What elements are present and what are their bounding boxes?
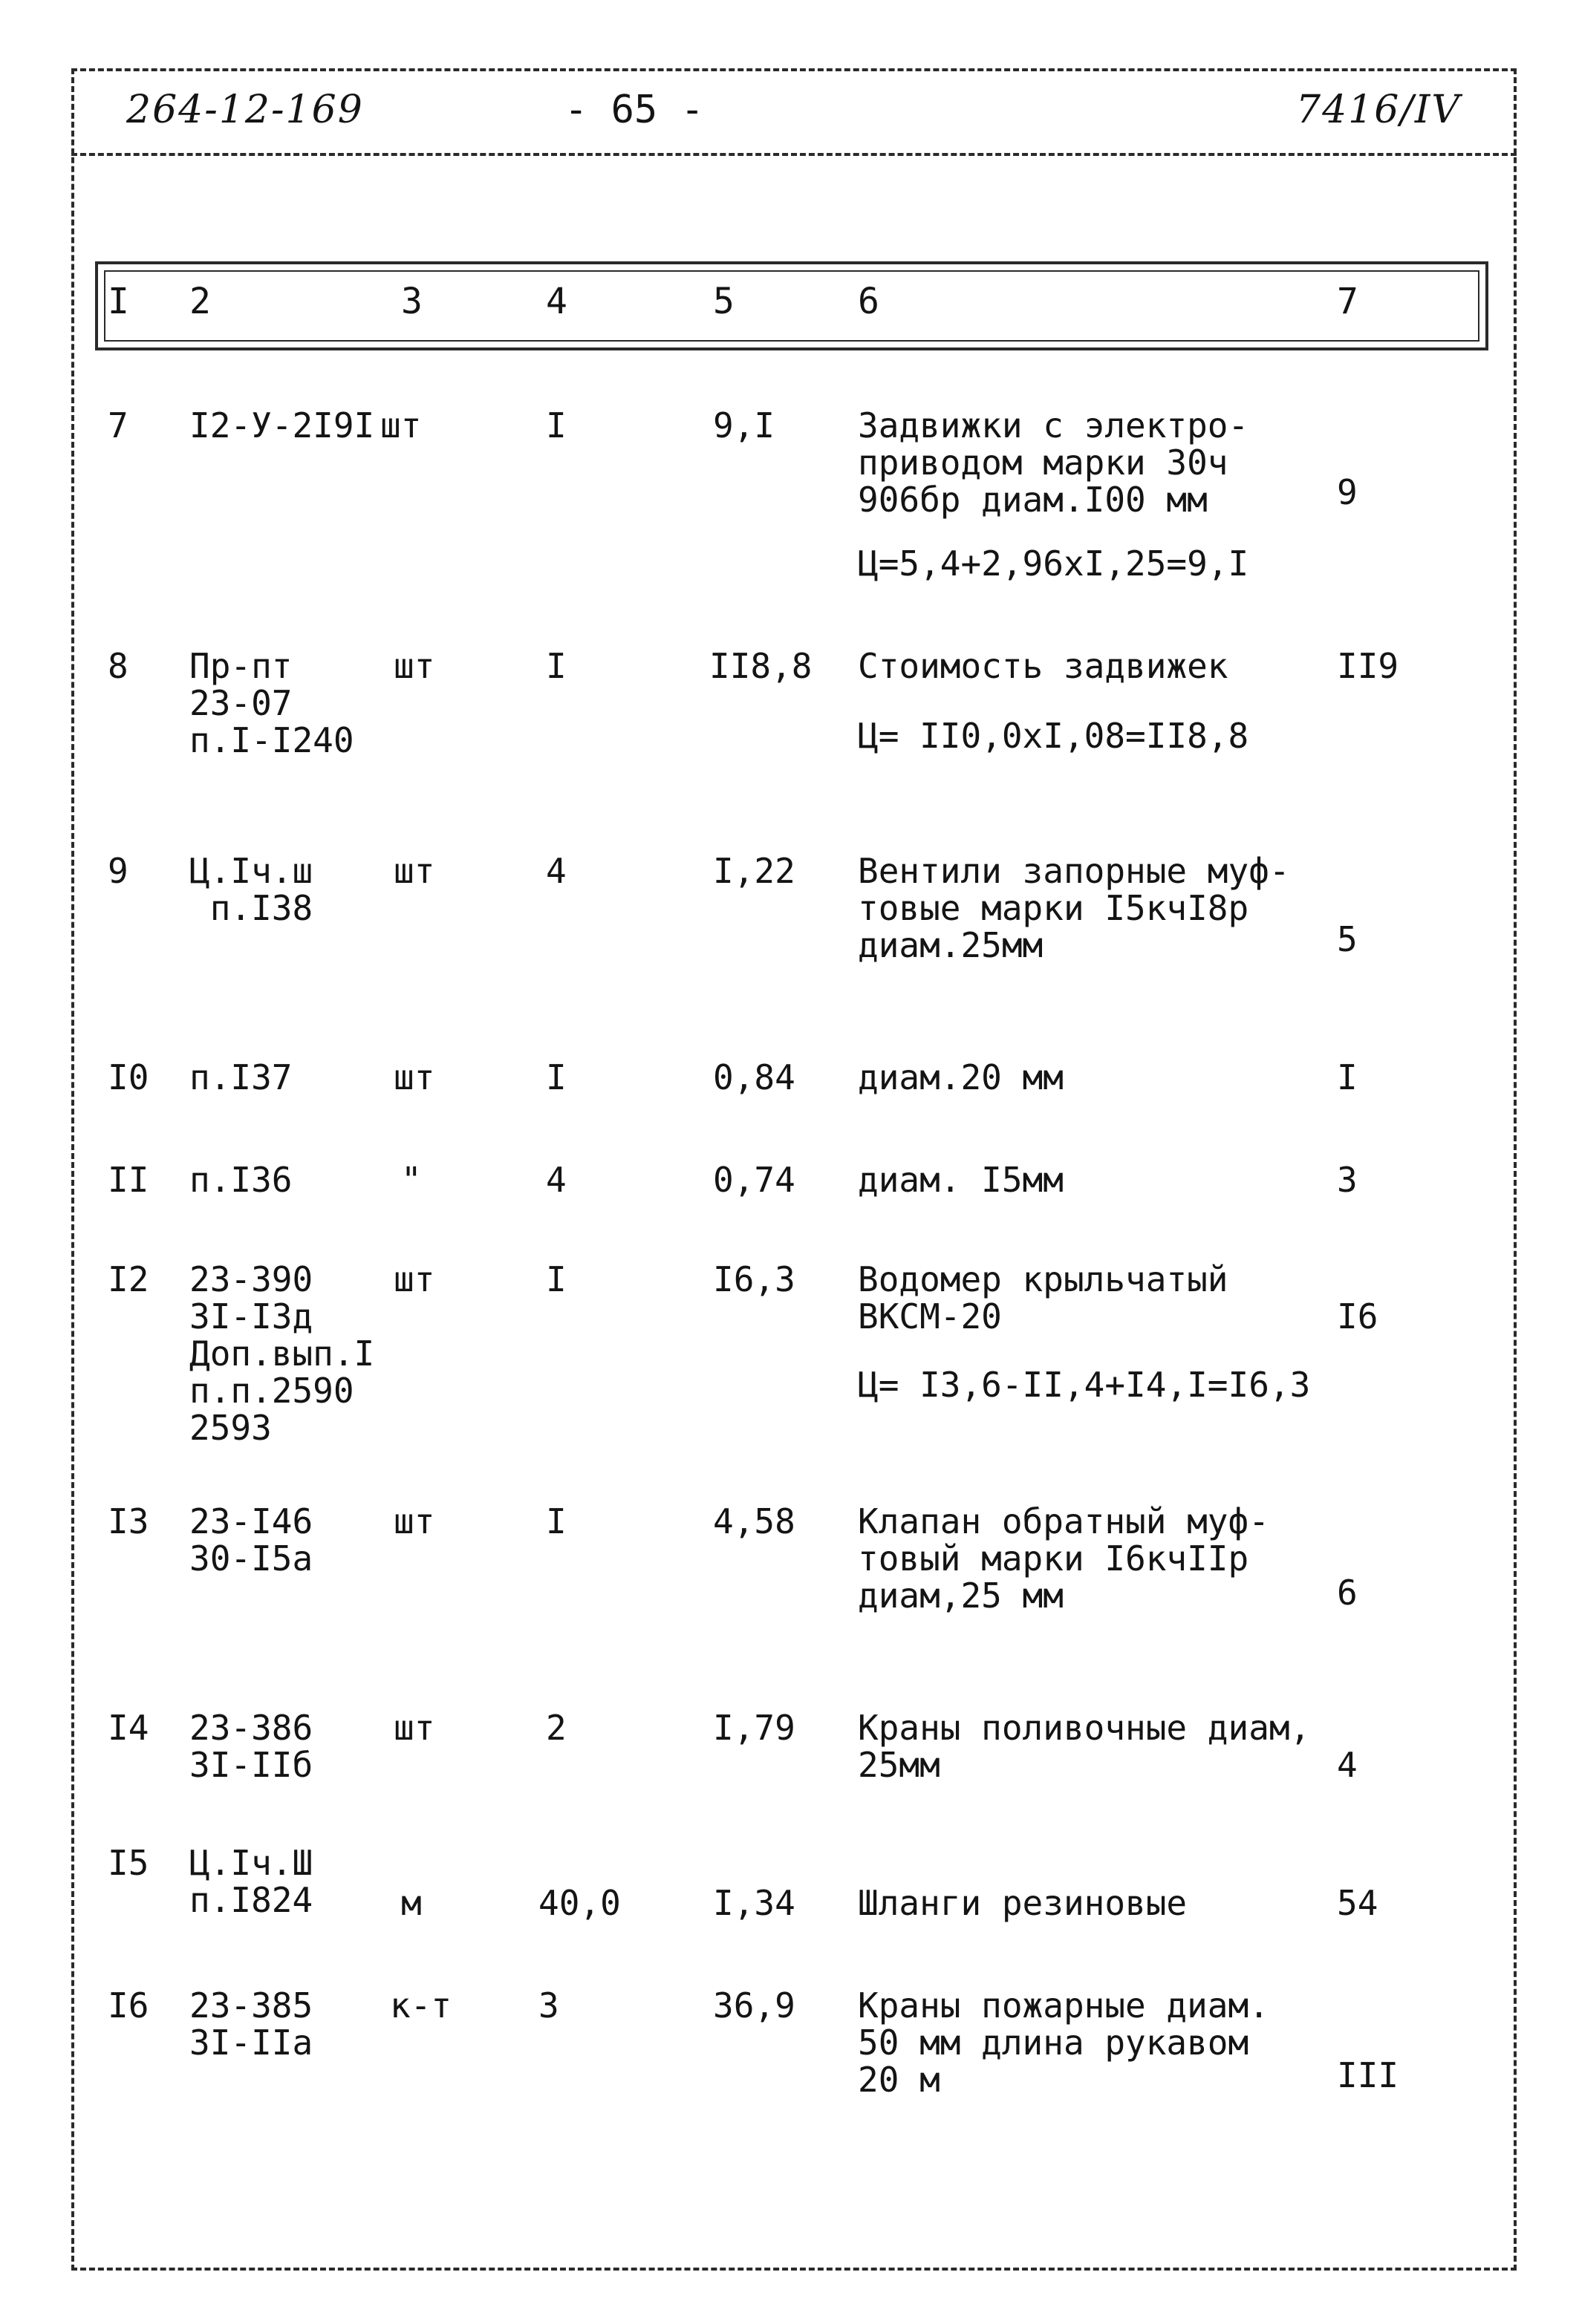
row-total: 9	[1337, 472, 1358, 512]
row-price-formula: Ц=5,4+2,96хI,25=9,I	[858, 544, 1249, 584]
row-reference: 23-I46 30-I5а	[189, 1501, 313, 1579]
row-description: диам. I5мм	[858, 1160, 1064, 1200]
row-unit-price: I,79	[713, 1708, 795, 1748]
row-unit: "	[401, 1160, 422, 1200]
row-number: I3	[108, 1501, 149, 1541]
row-unit: м	[401, 1883, 422, 1923]
column-header-7: 7	[1337, 281, 1358, 322]
row-reference: I2-У-2I9I	[189, 405, 375, 445]
row-unit-price: 36,9	[713, 1985, 795, 2026]
row-description: диам.20 мм	[858, 1057, 1064, 1097]
row-total: 3	[1337, 1160, 1358, 1200]
row-quantity: 2	[546, 1708, 567, 1748]
row-unit-price: I,22	[713, 851, 795, 891]
row-unit-price: 9,I	[713, 405, 775, 445]
row-unit: шт	[394, 1708, 435, 1748]
row-number: 8	[108, 646, 128, 686]
row-unit: шт	[380, 405, 422, 445]
row-quantity: I	[546, 405, 567, 445]
row-description: Вентили запорные муф- товые марки I5кчI8р диам.25мм	[858, 851, 1290, 965]
row-price-formula: Ц= I3,6-II,4+I4,I=I6,3	[858, 1365, 1311, 1405]
row-unit: шт	[394, 1057, 435, 1097]
row-number: II	[108, 1160, 149, 1200]
row-unit: шт	[394, 1259, 435, 1299]
row-total: 4	[1337, 1745, 1358, 1785]
row-unit-price: I6,3	[713, 1259, 795, 1299]
row-number: 9	[108, 851, 128, 891]
row-description: Водомер крыльчатый ВКСМ-20	[858, 1259, 1228, 1336]
row-quantity: I	[546, 646, 567, 686]
row-reference: п.I37	[189, 1057, 293, 1097]
column-header-6: 6	[858, 281, 879, 322]
row-unit-price: 4,58	[713, 1501, 795, 1541]
row-number: I2	[108, 1259, 149, 1299]
row-number: I4	[108, 1708, 149, 1748]
column-header-5: 5	[713, 281, 735, 322]
column-header-1: I	[108, 281, 129, 322]
row-unit: шт	[394, 646, 435, 686]
column-header-3: 3	[401, 281, 423, 322]
row-description: Клапан обратный муф- товый марки I6кчIIр диам,25 мм	[858, 1501, 1269, 1616]
row-quantity: 4	[546, 851, 567, 891]
row-total: I	[1337, 1057, 1358, 1097]
column-header-2: 2	[189, 281, 211, 322]
row-price-formula: Ц= II0,0хI,08=II8,8	[858, 716, 1249, 756]
row-total: 5	[1337, 919, 1358, 959]
row-total: 54	[1337, 1883, 1378, 1923]
row-quantity: I	[546, 1501, 567, 1541]
row-description: Стоимость задвижек	[858, 646, 1228, 686]
row-description: Шланги резиновые	[858, 1883, 1188, 1923]
row-reference: 23-386 3I-IIб	[189, 1708, 313, 1785]
row-unit-price: II8,8	[709, 646, 813, 686]
row-unit-price: I,34	[713, 1883, 795, 1923]
row-unit-price: 0,74	[713, 1160, 795, 1200]
row-total: II9	[1337, 646, 1399, 686]
row-number: I6	[108, 1985, 149, 2026]
row-number: 7	[108, 405, 128, 445]
row-reference: 23-385 3I-IIа	[189, 1985, 313, 2063]
row-quantity: 3	[538, 1985, 559, 2026]
row-unit: шт	[394, 851, 435, 891]
row-unit: к-т	[390, 1985, 452, 2026]
row-quantity: I	[546, 1259, 567, 1299]
row-description: Задвижки с электро- приводом марки 30ч 906бр диам.I00 мм	[858, 405, 1249, 520]
column-header-box	[95, 261, 1488, 350]
row-unit-price: 0,84	[713, 1057, 795, 1097]
column-header-4: 4	[546, 281, 567, 322]
row-number: I0	[108, 1057, 149, 1097]
row-quantity: 4	[546, 1160, 567, 1200]
row-reference: п.I36	[189, 1160, 293, 1200]
row-reference: Ц.Iч.Ш п.I824	[189, 1843, 313, 1920]
row-unit: шт	[394, 1501, 435, 1541]
row-quantity: 40,0	[538, 1883, 621, 1923]
row-reference: Пр-пт 23-07 п.I-I240	[189, 646, 354, 760]
header-divider	[71, 153, 1517, 156]
row-number: I5	[108, 1843, 149, 1883]
document-code: 264-12-169	[126, 88, 364, 132]
row-total: 6	[1337, 1573, 1358, 1613]
row-quantity: I	[546, 1057, 567, 1097]
row-description: Краны поливочные диам, 25мм	[858, 1708, 1311, 1785]
row-description: Краны пожарные диам. 50 мм длина рукавом 20 м	[858, 1985, 1269, 2100]
row-reference: Ц.Iч.ш п.I38	[189, 851, 313, 928]
row-total: III	[1337, 2055, 1399, 2095]
page-number: - 65 -	[564, 88, 704, 132]
archive-number: 7416/IV	[1296, 88, 1461, 132]
row-reference: 23-390 3I-I3д Доп.вып.I п.п.2590 2593	[189, 1259, 375, 1448]
row-total: I6	[1337, 1296, 1378, 1336]
